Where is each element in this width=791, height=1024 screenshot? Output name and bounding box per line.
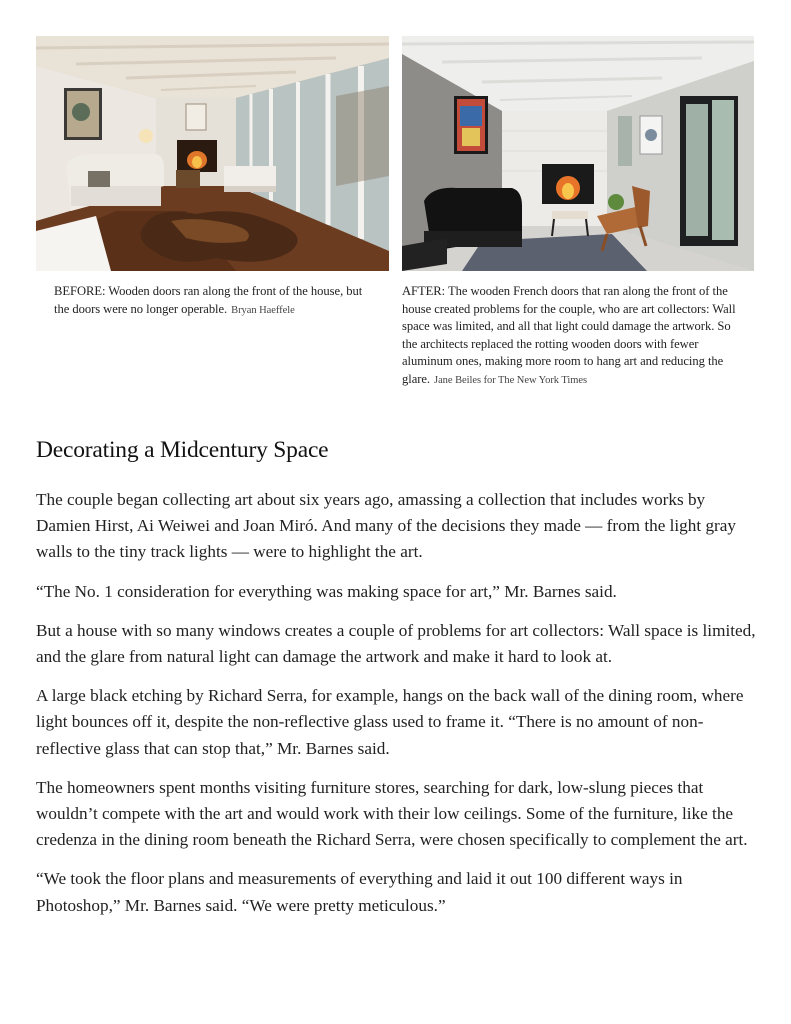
before-photo[interactable] xyxy=(36,36,389,271)
after-photo[interactable] xyxy=(402,36,754,271)
after-photo-credit: Jane Beiles for The New York Times xyxy=(434,374,588,386)
before-caption xyxy=(54,283,376,319)
article-paragraph: “We took the floor plans and measurements of everything and laid it out 100 different ways in Photoshop,” Mr. Barnes said. “We were pretty meticulous.” xyxy=(36,869,683,915)
article-paragraph: A large black etching by Richard Serra, for example, hangs on the back wall of the dining room, where light bounces off it, despite the non-reflective glass used to frame it. “There is no amount of non-reflective glass that can stop that,” Mr. Barnes said. xyxy=(36,686,744,758)
article-paragraph: The homeowners spent months visiting furniture stores, searching for dark, low-slung pieces that wouldn’t compete with the art and would work with their low ceilings. Some of the furniture, like the credenza in the dining room beneath the Richard Serra, were chosen specifically to complement the art. xyxy=(36,777,748,850)
before-photo-credit: Bryan Haeffele xyxy=(231,304,295,316)
article-body xyxy=(36,487,756,932)
article-paragraph: “The No. 1 consideration for everything was making space for art,” Mr. Barnes said. xyxy=(36,581,617,601)
article-paragraph: But a house with so many windows creates a couple of problems for art collectors: Wall space is limited, and the glare from natural light can damage the artwork and make it hard to look at. xyxy=(36,620,756,667)
before-caption-text: BEFORE: Wooden doors ran along the front of the house, but the doors were no longer operable. xyxy=(54,284,363,316)
after-caption-text: AFTER: The wooden French doors that ran along the front of the house created problems for the couple, who are art collectors: Wall space was limited, and all that light could damage the artwork. So the architects replaced the rotting wooden doors with fewer aluminum ones, making more room to hang art and reducing the glare. xyxy=(402,284,736,386)
article-paragraph: The couple began collecting art about six years ago, amassing a collection that includes works by Damien Hirst, Ai Weiwei and Joan Miró. And many of the decisions they made — from the light gray walls to the tiny track lights — were to highlight the art. xyxy=(36,490,736,562)
section-heading: Decorating a Midcentury Space xyxy=(36,437,329,463)
after-caption xyxy=(402,283,747,390)
